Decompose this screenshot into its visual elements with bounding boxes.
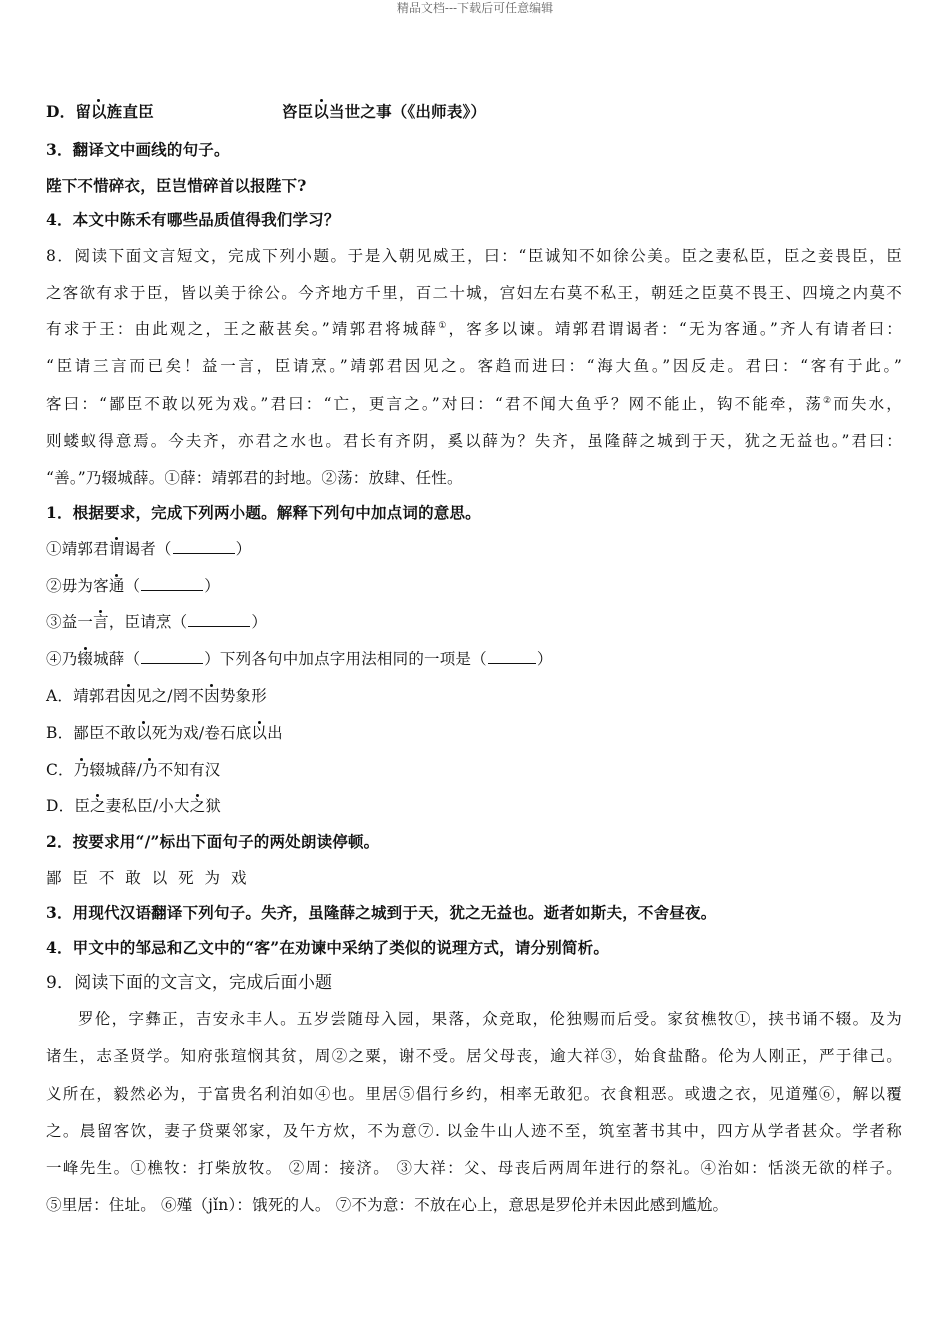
option-a: A．靖郭君因见之/罔不因势象形	[46, 687, 267, 705]
option-d: D．臣之妻私臣/小大之狱	[46, 797, 222, 815]
passage-8-line-3: 有求于王：由此观之，王之蔽甚矣。”靖郭君将城薛①，客多以谏。靖郭君谓谒者：“无为客通。”齐人有请者曰：	[46, 320, 903, 338]
passage-8-line-4: “臣请三言而已矣！益一言，臣请烹。”靖郭君因见之。客趋而进曰：“海大鱼。”因反走。君曰：“客有于此。”	[46, 357, 902, 375]
option-b: B．鄙臣不敢以死为戏/卷石底以出	[46, 724, 283, 742]
question-8-2: 2．按要求用“/”标出下面句子的两处朗读停顿。	[46, 832, 380, 851]
question-8-2-sentence: 鄙 臣 不 敢 以 死 为 戏	[46, 869, 250, 887]
question-8-3: 3．用现代汉语翻译下列句子。失齐，虽隆薛之城到于天，犹之无益也。逝者如斯夫，不舍昼夜。	[46, 903, 717, 922]
passage-8-line-2: 之客欲有求于臣，皆以美于徐公。今齐地方千里，百二十城，宫妇左右莫不私王，朝廷之臣莫不畏王、四境之内莫不	[46, 284, 902, 302]
passage-9-line-2: 诸生，志圣贤学。知府张瑄悯其贫，周②之粟，谢不受。居父母丧，逾大祥③，始食盐酪。伦为人刚正，严于律己。	[46, 1047, 902, 1065]
passage-8-line-7: “善。”乃辍城薛。①薛：靖郭君的封地。②荡：放肆、任性。	[46, 469, 463, 487]
passage-9-line-6: ⑤里居：住址。 ⑥殣（jǐn）：饿死的人。 ⑦不为意：不放在心上，意思是罗伦并未因此感到尴尬。	[46, 1196, 729, 1214]
answer-blank-1[interactable]	[173, 539, 235, 554]
passage-8-line-5: 客曰：“鄙臣不敢以死为戏。”君曰：“亡，更言之。”对曰：“君不闻大鱼乎？网不能止，钩不能牵，荡②而失水，	[46, 395, 902, 413]
answer-blank-2[interactable]	[141, 576, 203, 591]
option-d-right: 咨臣以当世之事（《出师表》）	[281, 102, 487, 121]
item-1: ①靖郭君谓谒者（ ）	[46, 540, 252, 558]
passage-9-line-5: 一峰先生。①樵牧：打柴放牧。 ②周：接济。 ③大祥：父、母丧后两周年进行的祭礼。④治如：恬淡无欲的样子。	[46, 1159, 902, 1177]
page-header: 精品文档---下载后可任意编辑	[396, 1, 554, 15]
answer-blank-4[interactable]	[141, 649, 203, 664]
item-4: ④乃辍城薛（ ）下列各句中加点字用法相同的一项是（ ）	[46, 650, 553, 668]
item-3: ③益一言，臣请烹（ ）	[46, 613, 268, 631]
item-2: ②毋为客通（ ）	[46, 577, 220, 595]
answer-blank-5[interactable]	[488, 649, 536, 664]
passage-8-line-1: 8．阅读下面文言短文，完成下列小题。于是入朝见威王，曰：“臣诚知不如徐公美。臣之妻私臣，臣之妾畏臣，臣	[46, 247, 902, 265]
question-9-title: 9．阅读下面的文言文，完成后面小题	[46, 973, 333, 993]
option-d-line	[46, 101, 486, 123]
question-8-1: 1．根据要求，完成下列两小题。解释下列句中加点词的意思。	[46, 503, 481, 522]
answer-blank-3[interactable]	[188, 612, 250, 627]
option-d-left: D．留以旌直臣	[46, 102, 154, 121]
passage-9-line-3: 义所在，毅然必为，于富贵名利泊如④也。里居⑤倡行乡约，相率无敢犯。衣食粗恶。或遗之衣，见道殣⑥，解以覆	[46, 1085, 902, 1103]
option-c: C．乃辍城薛/乃不知有汉	[46, 761, 221, 779]
question-7-3: 3．翻译文中画线的句子。	[46, 140, 230, 159]
passage-9-line-1: 罗伦，字彝正，吉安永丰人。五岁尝随母入园，果落，众竞取，伦独赐而后受。家贫樵牧①，挟书诵不辍。及为	[78, 1010, 902, 1028]
passage-8-line-6: 则蝼蚁得意焉。今夫齐，亦君之水也。君长有齐阴，奚以薛为？失齐，虽隆薛之城到于天，犹之无益也。”君曰：	[46, 432, 902, 450]
question-7-3-sentence: 陛下不惜碎衣，臣岂惜碎首以报陛下?	[46, 176, 307, 195]
question-7-4: 4．本文中陈禾有哪些品质值得我们学习？	[46, 210, 340, 229]
question-8-4: 4．甲文中的邹忌和乙文中的“客”在劝谏中采纳了类似的说理方式，请分别简析。	[46, 938, 610, 957]
passage-9-line-4: 之。晨留客饮，妻子贷粟邻家，及午方炊，不为意⑦. 以金牛山人迹不至，筑室著书其中，四方从学者甚众。学者称	[46, 1122, 902, 1140]
